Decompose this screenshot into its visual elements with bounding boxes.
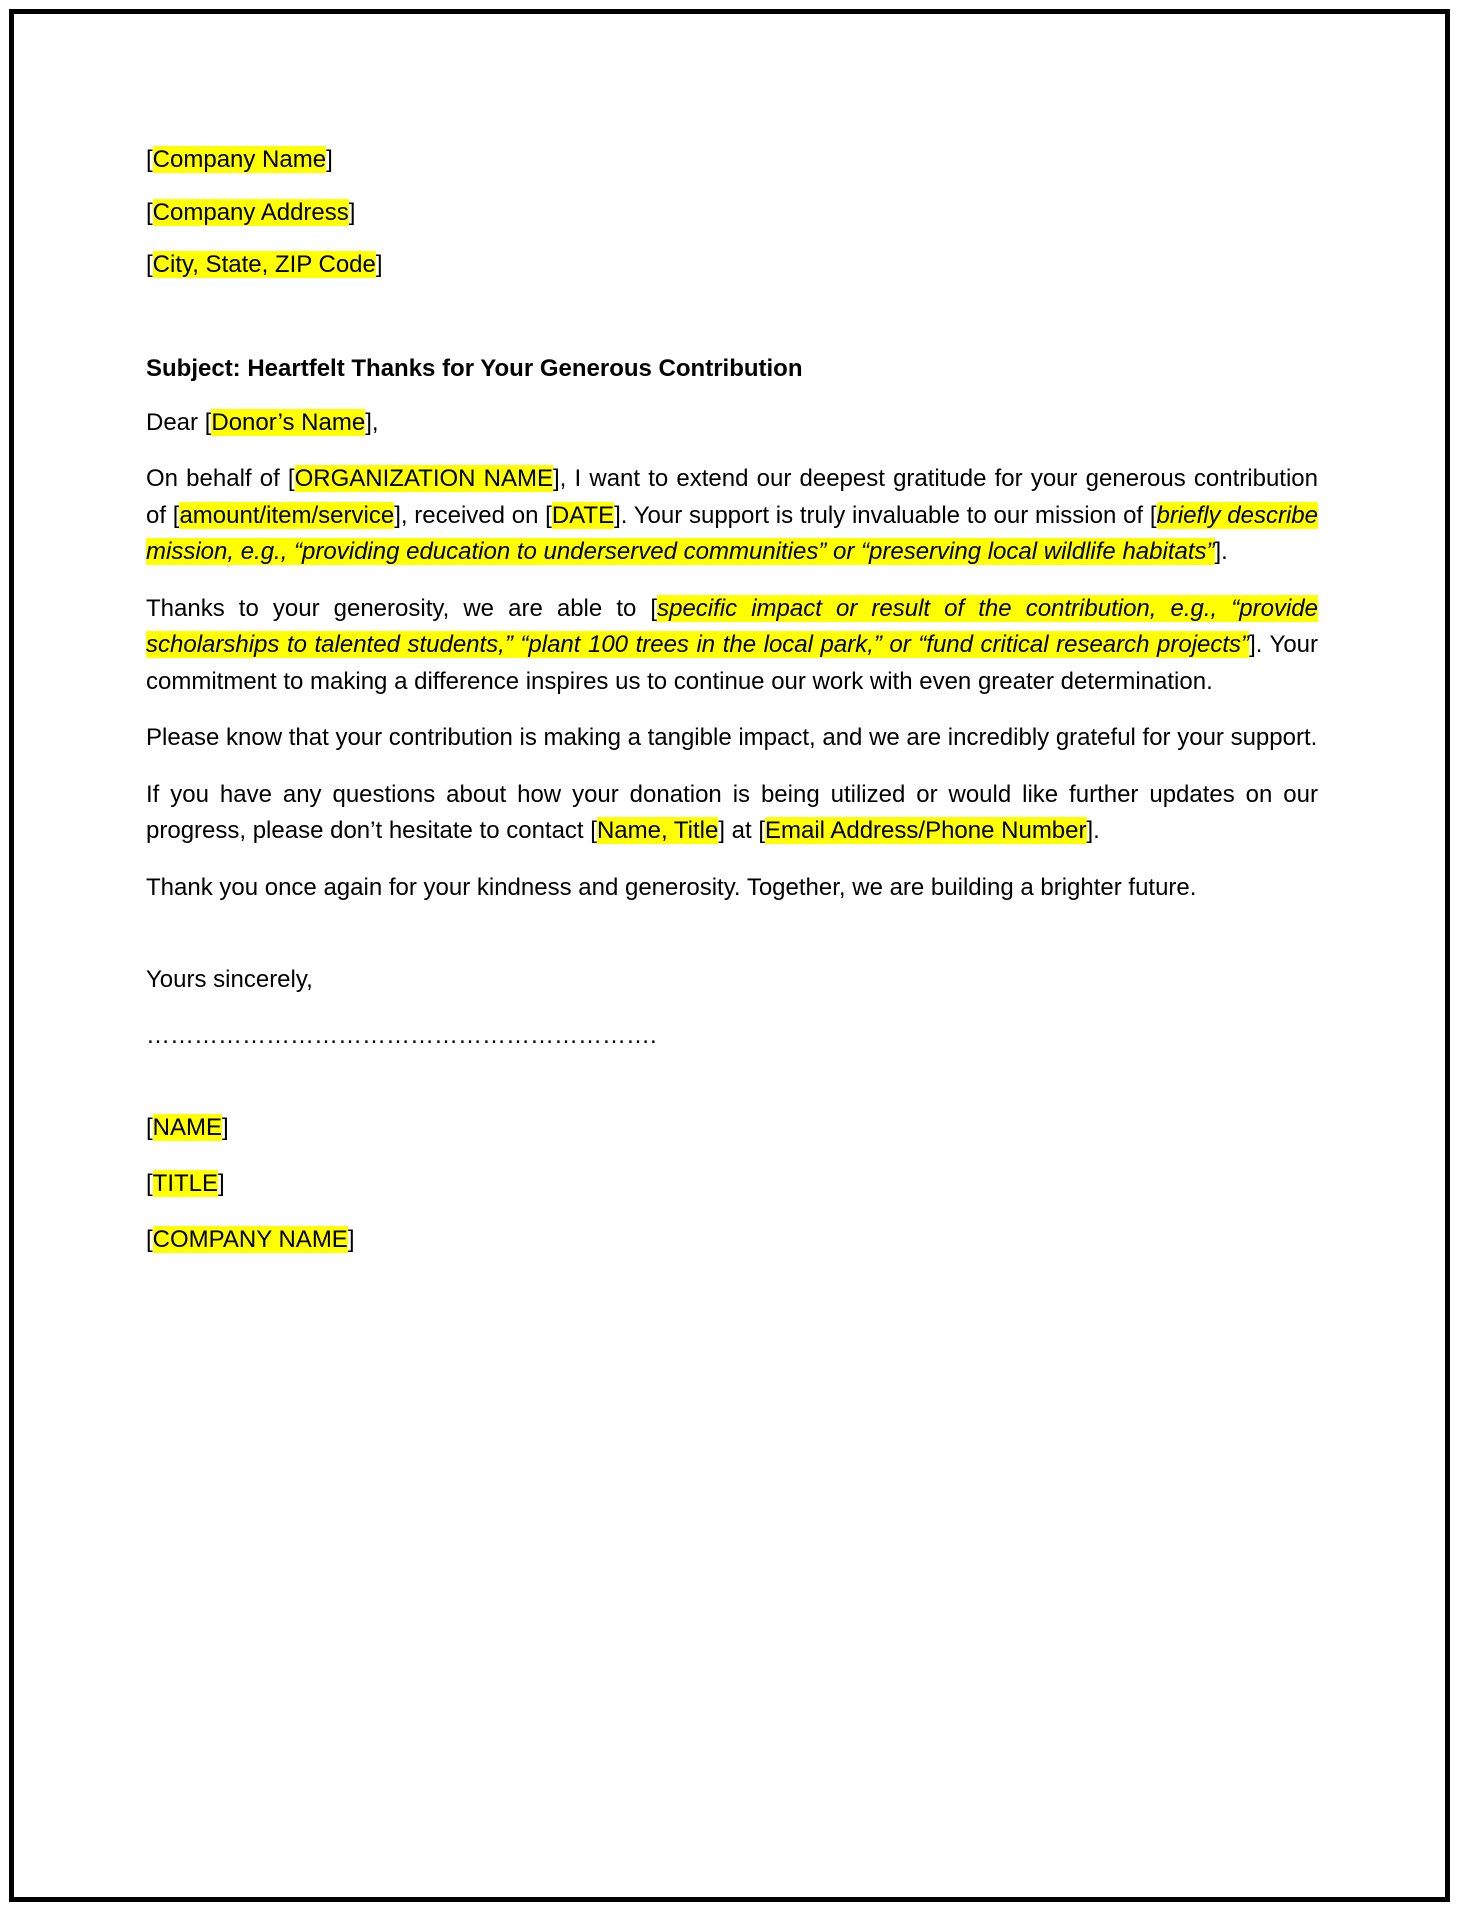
placeholder-signer-company[interactable]: COMPANY NAME	[152, 1226, 348, 1253]
placeholder-donor-name[interactable]: Donor’s Name	[211, 409, 366, 436]
address-city-state-zip: [City, State, ZIP Code]	[146, 251, 383, 278]
placeholder-mission[interactable]: briefly describe mission, e.g., “providing education to underserved communities” or “preserving local wildlife habitats”	[146, 501, 1318, 565]
placeholder-email-phone[interactable]: Email Address/Phone Number	[765, 817, 1087, 844]
signature-title: [TITLE]	[146, 1170, 225, 1197]
paragraph-contact	[146, 777, 1318, 850]
address-block	[146, 142, 1318, 283]
salutation-suffix: ],	[365, 409, 379, 436]
subject-line: Subject: Heartfelt Thanks for Your Generous Contribution	[146, 355, 803, 382]
salutation-prefix: Dear [	[146, 409, 212, 436]
paragraph-thank-you: Thank you once again for your kindness and generosity. Together, we are building a brighter future.	[146, 873, 1197, 901]
para1-text-2: ], I want to extend our deepest gratitude for your generous contribution of [	[146, 465, 1319, 529]
para4-text-3: ].	[1086, 817, 1100, 844]
placeholder-signer-title[interactable]: TITLE	[152, 1170, 219, 1197]
paragraph-tangible-impact: Please know that your contribution is making a tangible impact, and we are incredibly grateful for your support.	[146, 724, 1318, 751]
placeholder-amount[interactable]: amount/item/service	[179, 501, 395, 529]
para1-text-3: ], received on [	[394, 501, 552, 529]
placeholder-organization-name[interactable]: ORGANIZATION NAME	[294, 465, 554, 492]
closing: Yours sincerely,	[146, 966, 313, 993]
placeholder-impact[interactable]: specific impact or result of the contribution, e.g., “provide scholarships to talented students,” “plant 100 trees in the local park,” or “fund critical research projects”	[146, 594, 1318, 658]
placeholder-signer-name[interactable]: NAME	[152, 1114, 223, 1141]
salutation	[146, 405, 1318, 441]
para2-text-2: ]. Your commitment to making a difference inspires us to continue our work with even greater determination.	[146, 631, 1319, 695]
paragraph-gratitude	[146, 461, 1318, 571]
signature-block	[146, 1110, 1318, 1258]
para4-text-2: ] at [	[718, 817, 765, 844]
para1-text-4: ]. Your support is truly invaluable to our mission of [	[614, 501, 1157, 529]
placeholder-city-state-zip[interactable]: City, State, ZIP Code	[152, 251, 376, 278]
signature-name: [NAME]	[146, 1114, 229, 1141]
paragraph-impact	[146, 591, 1318, 701]
para1-text-1: On behalf of [	[146, 465, 295, 492]
para2-text-1: Thanks to your generosity, we are able to [	[146, 594, 658, 622]
placeholder-company-address[interactable]: Company Address	[152, 198, 349, 226]
letter-body	[146, 142, 1318, 1278]
signature-line: ……………………………………………………….	[146, 1022, 657, 1049]
address-company-address: [Company Address]	[146, 198, 356, 226]
address-company-name: [Company Name]	[146, 146, 333, 173]
placeholder-contact-name-title[interactable]: Name, Title	[596, 817, 719, 844]
signature-company: [COMPANY NAME]	[146, 1226, 355, 1253]
para1-text-5: ].	[1214, 538, 1228, 565]
para4-text-1: If you have any questions about how your donation is being utilized or would like further updates on our progress, please don’t hesitate to contact [	[146, 780, 1318, 844]
placeholder-company-name[interactable]: Company Name	[152, 146, 327, 173]
placeholder-date[interactable]: DATE	[551, 501, 615, 529]
